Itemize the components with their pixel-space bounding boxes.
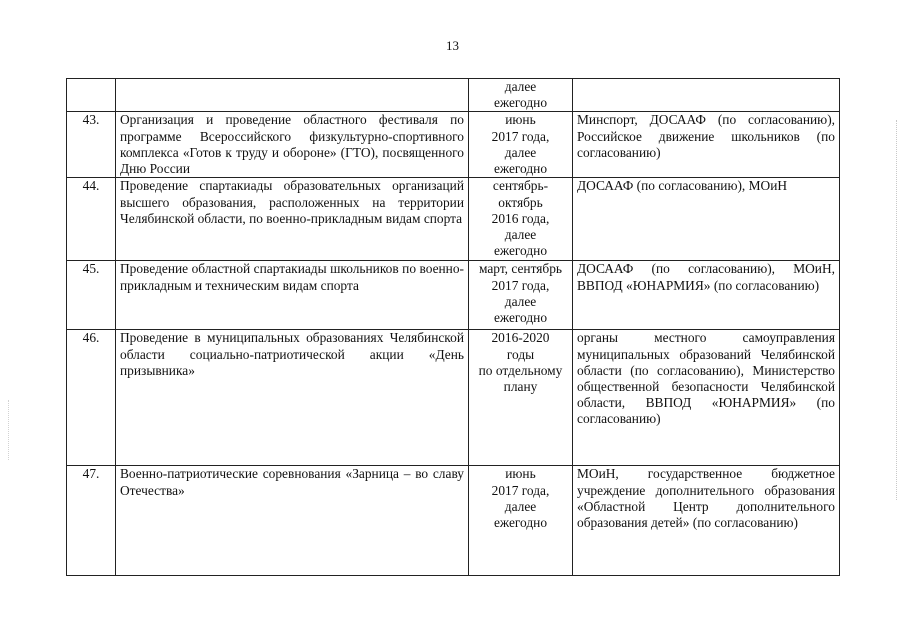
executors-text [573, 79, 840, 112]
event-text: Организация и проведение областного фестиваля по программе Всероссийского физкультурно-спортивного комплекса «Готов к труду и обороне» (ГТО), посвященного Дню России [116, 112, 469, 178]
term-line: 2017 года, [491, 277, 550, 293]
term-line: март, сентябрь [478, 261, 563, 277]
term-line: далее [504, 144, 537, 160]
event-text: Проведение областной спартакиады школьников по военно-прикладным и техническим видам спорта [116, 261, 469, 330]
executors-text: ДОСААФ (по согласованию), МОиН, ВВПОД «ЮНАРМИЯ» (по согласованию) [573, 261, 840, 330]
term-line: 2016 года, [491, 210, 550, 226]
table-row [67, 112, 840, 178]
event-text: Военно-патриотические соревнования «Зарница – во славу Отечества» [116, 466, 469, 576]
term-line: 2017 года, [491, 482, 550, 498]
term-line: ежегодно [493, 95, 548, 111]
executors-text: органы местного самоуправления муниципальных образований Челябинской области (по согласованию), Министерство общественной безопасности Челябинской области, ВВПОД «ЮНАРМИЯ» (по согласованию) [573, 330, 840, 466]
term-cell [469, 330, 573, 466]
scan-artifact [8, 400, 11, 460]
term-line: ежегодно [493, 161, 548, 177]
term-cell [469, 261, 573, 330]
row-number: 47. [67, 466, 116, 576]
executors-text: Минспорт, ДОСААФ (по согласованию), Российское движение школьников (по согласованию) [573, 112, 840, 178]
row-number: 45. [67, 261, 116, 330]
table-row [67, 178, 840, 261]
term-line: по отдельному [478, 362, 563, 378]
event-text: Проведение в муниципальных образованиях Челябинской области социально-патриотической акции «День призывника» [116, 330, 469, 466]
table-row-continuation [67, 79, 840, 112]
term-line: далее [504, 293, 537, 309]
term-line: годы [506, 346, 535, 362]
event-text [116, 79, 469, 112]
term-line: ежегодно [493, 243, 548, 259]
row-number: 44. [67, 178, 116, 261]
term-line: плану [503, 379, 538, 395]
term-line: далее [504, 227, 537, 243]
term-line: июнь [505, 466, 536, 482]
event-plan-table [66, 78, 840, 576]
term-line: ежегодно [493, 515, 548, 531]
term-line: далее [504, 498, 537, 514]
table-row [67, 330, 840, 466]
term-line: 2017 года, [491, 128, 550, 144]
term-cell [469, 112, 573, 178]
term-line: июнь [505, 112, 536, 128]
row-number: 46. [67, 330, 116, 466]
term-cell [469, 79, 573, 112]
event-text: Проведение спартакиады образовательных организаций высшего образования, расположенных на территории Челябинской области, по военно-прикладным видам спорта [116, 178, 469, 261]
executors-text: МОиН, государственное бюджетное учреждение дополнительного образования «Областной Центр дополнительного образования детей» (по согласованию) [573, 466, 840, 576]
table-row [67, 466, 840, 576]
term-line: ежегодно [493, 310, 548, 326]
row-number [67, 79, 116, 112]
executors-text: ДОСААФ (по согласованию), МОиН [573, 178, 840, 261]
term-line: 2016-2020 [491, 330, 550, 346]
term-cell [469, 178, 573, 261]
term-line: сентябрь- [492, 178, 549, 194]
scan-artifact [892, 120, 897, 500]
table-row [67, 261, 840, 330]
row-number: 43. [67, 112, 116, 178]
term-line: октябрь [498, 194, 543, 210]
term-cell [469, 466, 573, 576]
page-number: 13 [446, 38, 459, 53]
term-line: далее [504, 79, 537, 94]
